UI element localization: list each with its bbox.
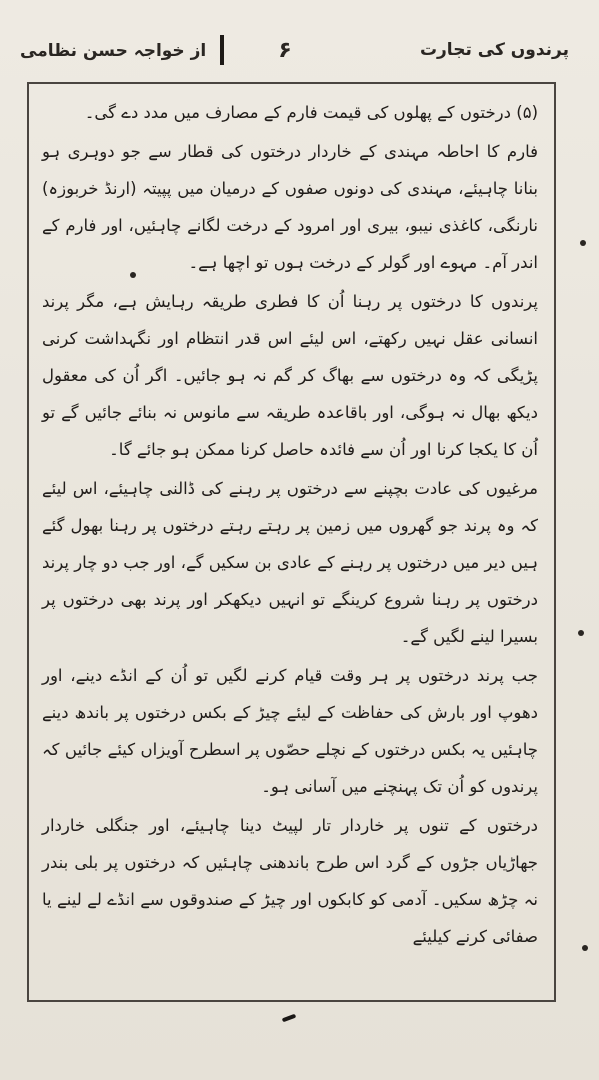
paragraph-4: مرغیوں کی عادت بچپنے سے درختوں پر رہنے کی ڈالنی چاہیئے، اس لیئے کہ وہ پرند جو گھروں میں زمین پر رہتے رہتے درختوں پر رہنا بھول گئے ہیں دیر میں درختوں پر رہنے کے عادی بن سکیں گے، اور جب دو چار پرند درختوں پر رہنا شروع کرینگے تو انہیں دیکھکر اور پرند بھی درختوں پر بسیرا لینے لگیں گے۔ <box>42 479 538 646</box>
author-name: از خواجہ حسن نظامی <box>20 40 207 61</box>
page-header <box>20 30 569 70</box>
margin-speck <box>582 945 588 951</box>
margin-speck <box>578 630 584 636</box>
margin-speck <box>580 240 586 246</box>
paragraph-2: فارم کا احاطہ مہندی کے خاردار درختوں کی قطار سے جو دوہری ہو بنانا چاہیئے، مہندی کی دونوں صفوں کے درمیان میں پپیتہ (ارنڈ خربوزہ) نارنگی، کاغذی نیبو، بیری اور امرود کے درخت لگانے چاہئیں، اور فارم کے اندر آم۔ مہوے اور گولر کے درخت ہوں تو اچھا ہے۔ <box>42 142 538 272</box>
header-rule <box>220 35 224 65</box>
book-title: پرندوں کی تجارت <box>419 40 569 60</box>
paragraph-1: (۵) درختوں کے پھلوں کی قیمت فارم کے مصارف میں مدد دے گی۔ <box>84 103 538 122</box>
header-left <box>20 35 292 65</box>
page-number: ۶ <box>278 37 292 63</box>
ink-mark <box>282 1014 297 1023</box>
paragraph-5: جب پرند درختوں پر ہر وقت قیام کرنے لگیں تو اُن کے انڈے دینے، اور دھوپ اور بارش کی حفاظت کے لیئے چیڑ کے بکس درختوں پر باندھ دینے چاہئیں یہ بکس درختوں کے نچلے حصّوں پر اسطرح آویزاں کیئے جائیں کہ پرندوں کو اُن تک پہنچنے میں آسانی ہو۔ <box>42 666 538 796</box>
page-body <box>40 94 540 955</box>
paragraph-3: پرندوں کا درختوں پر رہنا اُن کا فطری طریقہ رہایش ہے، مگر پرند انسانی عقل نہیں رکھتے، اس لیئے اس قدر انتظام اور نگہداشت کرنی پڑیگی کہ وہ درختوں سے بھاگ کر گم نہ ہو جائیں۔ اگر اُن کی معقول دیکھ بھال نہ ہوگی، اور باقاعدہ طریقہ سے مانوس نہ بنائے جائیں گے تو اُن کا یکجا کرنا اور اُن سے فائدہ حاصل کرنا ممکن ہو جائے گا۔ <box>42 292 538 459</box>
ink-speck <box>130 272 136 278</box>
paragraph-6: درختوں کے تنوں پر خاردار تار لپیٹ دینا چاہیئے، اور جنگلی خاردار جھاڑیاں جڑوں کے گرد اس طرح باندھنی چاہئیں کہ درختوں پر بلی بندر نہ چڑھ سکیں۔ آدمی کو کابکوں اور چیڑ کے صندوقوں سے انڈے لے لینے یا صفائی کرنے کیلیئے <box>42 816 538 946</box>
